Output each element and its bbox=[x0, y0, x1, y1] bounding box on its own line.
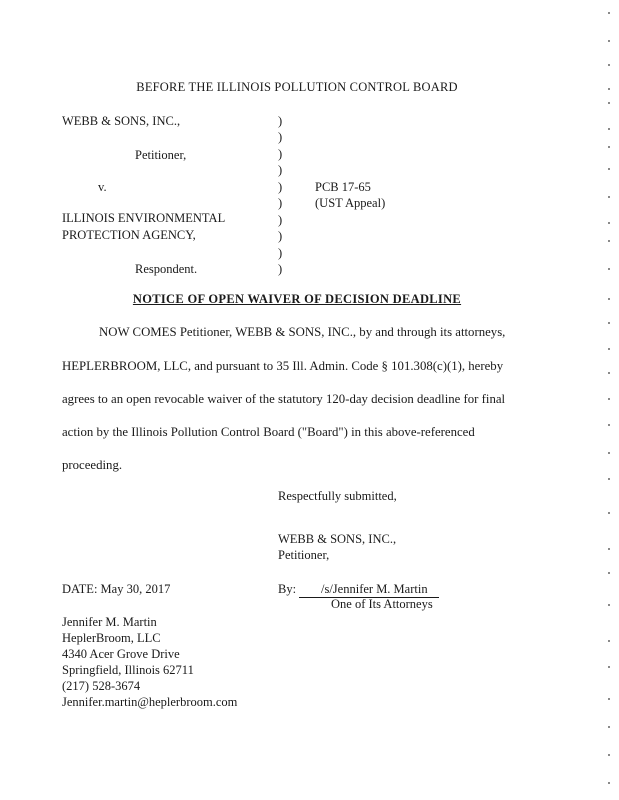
notice-title: NOTICE OF OPEN WAIVER OF DECISION DEADLINE bbox=[132, 292, 462, 306]
signature: /s/Jennifer M. Martin bbox=[299, 582, 439, 598]
respondent-role: Respondent. bbox=[135, 262, 198, 276]
firm-street: 4340 Acer Grove Drive bbox=[62, 647, 180, 661]
caption-bracket: ) bbox=[278, 213, 283, 227]
case-number: PCB 17-65 bbox=[315, 180, 371, 194]
petitioner-name: WEBB & SONS, INC., bbox=[62, 114, 181, 128]
caption-bracket: ) bbox=[278, 246, 283, 260]
firm-name: HeplerBroom, LLC bbox=[62, 631, 161, 645]
body-line: proceeding. bbox=[62, 458, 123, 472]
signatory-role: Petitioner, bbox=[278, 548, 330, 562]
body-line: NOW COMES Petitioner, WEBB & SONS, INC., by and through its attorneys, bbox=[99, 325, 506, 339]
date-line: DATE: May 30, 2017 bbox=[62, 582, 171, 596]
signatory-company: WEBB & SONS, INC., bbox=[278, 532, 397, 546]
petitioner-role: Petitioner, bbox=[135, 148, 187, 162]
body-line: action by the Illinois Pollution Control Board ("Board") in this above-referenced bbox=[62, 425, 475, 439]
caption-bracket: ) bbox=[278, 229, 283, 243]
by-label: By: bbox=[278, 582, 297, 596]
attorney-email: Jennifer.martin@heplerbroom.com bbox=[62, 695, 238, 709]
caption-bracket: ) bbox=[278, 114, 283, 128]
document-heading: BEFORE THE ILLINOIS POLLUTION CONTROL BOARD bbox=[136, 80, 458, 94]
respondent-name-line1: ILLINOIS ENVIRONMENTAL bbox=[62, 211, 226, 225]
caption-bracket: ) bbox=[278, 147, 283, 161]
attorney-caption: One of Its Attorneys bbox=[331, 597, 433, 611]
caption-bracket: ) bbox=[278, 196, 283, 210]
case-type: (UST Appeal) bbox=[315, 196, 386, 210]
caption-bracket: ) bbox=[278, 262, 283, 276]
body-line: HEPLERBROOM, LLC, and pursuant to 35 Ill. Admin. Code § 101.308(c)(1), hereby bbox=[62, 359, 504, 373]
caption-bracket: ) bbox=[278, 180, 283, 194]
respondent-name-line2: PROTECTION AGENCY, bbox=[62, 228, 196, 242]
respectfully-submitted: Respectfully submitted, bbox=[278, 489, 397, 503]
signature-line bbox=[299, 582, 439, 598]
caption-bracket: ) bbox=[278, 130, 283, 144]
caption-bracket: ) bbox=[278, 163, 283, 177]
versus-label: v. bbox=[98, 180, 107, 194]
edge-scan-marks bbox=[608, 0, 610, 800]
body-line: agrees to an open revocable waiver of the statutory 120-day decision deadline for final bbox=[62, 392, 506, 406]
attorney-name: Jennifer M. Martin bbox=[62, 615, 157, 629]
firm-phone: (217) 528-3674 bbox=[62, 679, 141, 693]
firm-city: Springfield, Illinois 62711 bbox=[62, 663, 194, 677]
